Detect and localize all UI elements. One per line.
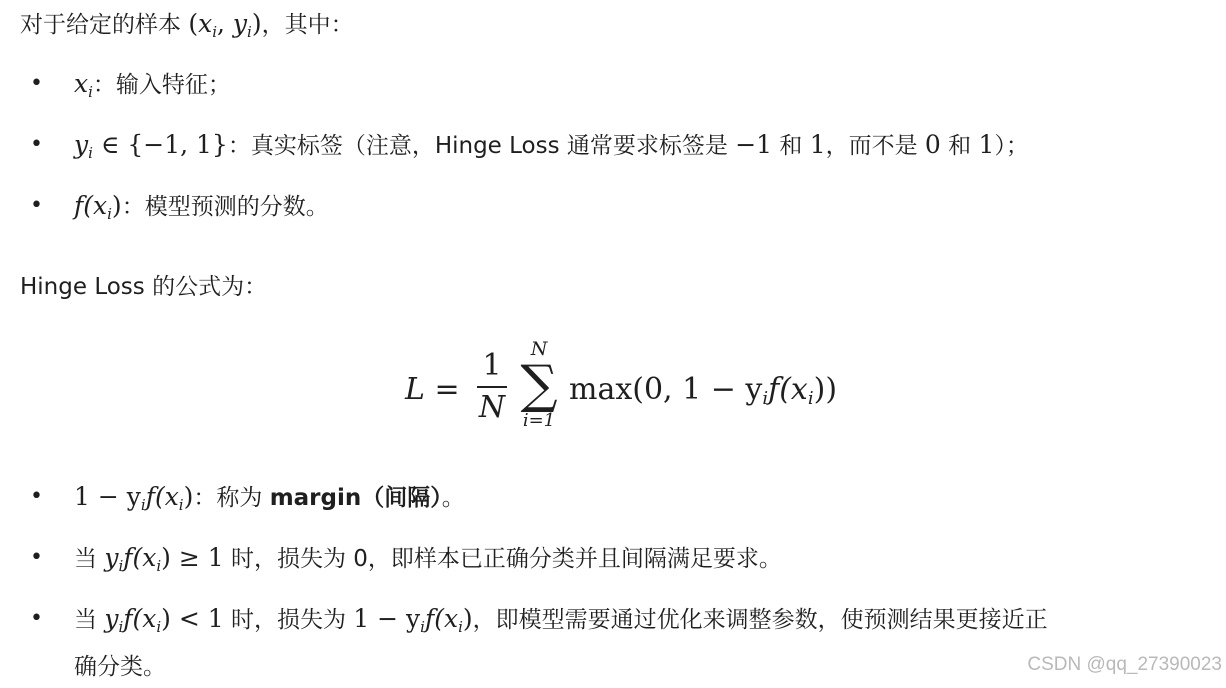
math-sub: i [458, 618, 463, 636]
bullet-dot: • [30, 545, 43, 570]
item-text: ：真实标签（注意，Hinge Loss 通常要求标签是 [227, 133, 736, 159]
math-zero: 0 [924, 130, 941, 159]
formula-intro: Hinge Loss 的公式为： [20, 274, 268, 300]
math-expr: 1 − y [353, 604, 421, 633]
intro-paragraph [20, 8, 354, 41]
bullet-dot: • [30, 132, 43, 157]
list-item [74, 542, 782, 575]
sum-lower-text: i=1 [522, 410, 556, 431]
bullet-dot: • [30, 193, 43, 218]
fraction-numerator: 1 [482, 348, 502, 383]
item-text: 和 [940, 133, 979, 159]
math-neg-one: −1 [735, 130, 773, 159]
formula-rhs-sub2: i [807, 388, 814, 409]
formula-rhs-end: )) [813, 372, 838, 407]
math-func: f(x [145, 482, 179, 511]
sum-upper-limit: N [530, 338, 548, 360]
math-one: 1 [978, 130, 995, 159]
math-sub: i [140, 496, 146, 514]
math-close: ) [462, 604, 473, 633]
fraction-denominator: N [478, 390, 506, 425]
item-text: 时，损失为 [223, 607, 354, 633]
item-text: 时，损失为 0，即样本已正确分类并且间隔满足要求。 [223, 546, 782, 572]
bullet-dot: • [30, 71, 43, 96]
math-compare: ) ≥ 1 [161, 543, 224, 572]
item-text: 和 [772, 133, 810, 159]
watermark: CSDN @qq_27390023 [1027, 654, 1222, 675]
bullet-dot: • [30, 606, 43, 631]
formula-lhs-text: L = [405, 372, 460, 407]
math-compare: ) < 1 [161, 604, 224, 633]
math-sub: i [88, 144, 93, 162]
item-text: ：输入特征； [92, 72, 231, 98]
list-item [74, 68, 231, 101]
math-close: ) [111, 191, 122, 220]
list-item [74, 481, 465, 514]
math-sub: i [156, 557, 162, 575]
intro-suffix: ，其中： [261, 12, 354, 38]
math-func: f(x [424, 604, 459, 633]
math-one: 1 [809, 130, 826, 159]
formula-lhs [405, 372, 460, 408]
sample-open: ( [188, 9, 199, 38]
list-item [74, 190, 329, 223]
math-sub: i [178, 496, 184, 514]
fraction-bar [477, 386, 507, 388]
list-item [74, 129, 1029, 162]
formula-rhs-sub: i [762, 388, 769, 409]
math-func: f(x [74, 191, 108, 220]
math-set: ∈ {−1, 1} [92, 130, 228, 159]
list-item [74, 603, 1048, 636]
hinge-loss-formula [405, 338, 865, 442]
math-var: y [104, 604, 119, 633]
bullet-dot: • [30, 484, 43, 509]
sample-y-sub: i [247, 23, 252, 41]
sample-x-sub: i [212, 23, 217, 41]
sample-y: y [232, 9, 248, 38]
math-var: x [74, 69, 89, 98]
margin-term: margin（间隔） [269, 485, 442, 511]
math-var: y [74, 130, 89, 159]
summation [513, 338, 565, 432]
math-sub: i [118, 557, 124, 575]
formula-rhs-text: max(0, 1 − y [569, 372, 763, 407]
formula-fraction [477, 348, 507, 426]
sample-close: ) [251, 9, 262, 38]
intro-prefix: 对于给定的样本 [20, 12, 181, 38]
item-text: ，而不是 [825, 133, 925, 159]
formula-rhs-func: f(x [768, 372, 808, 407]
math-sub: i [118, 618, 124, 636]
item-text: ，即模型需要通过优化来调整参数，使预测结果更接近正 [472, 607, 1048, 633]
list-item-continuation: 确分类。 [74, 654, 166, 680]
sum-symbol: ∑ [520, 355, 558, 415]
math-sub: i [107, 205, 112, 223]
sample-comma: , [217, 9, 233, 38]
math-close: ) [183, 482, 194, 511]
math-sub: i [88, 83, 93, 101]
math-sub: i [156, 618, 162, 636]
item-text: 当 [74, 546, 105, 572]
math-func: f(x [123, 604, 157, 633]
math-var: y [104, 543, 119, 572]
formula-rhs [569, 372, 837, 408]
math-sub: i [420, 618, 425, 636]
item-text: ：称为 [193, 485, 270, 511]
math-expr: 1 − y [74, 482, 141, 511]
item-text: ）； [994, 133, 1029, 159]
math-func: f(x [123, 543, 157, 572]
sample-x: x [198, 9, 213, 38]
item-text: 当 [74, 607, 105, 633]
item-text: ：模型预测的分数。 [121, 194, 329, 220]
item-text: 。 [441, 485, 465, 511]
